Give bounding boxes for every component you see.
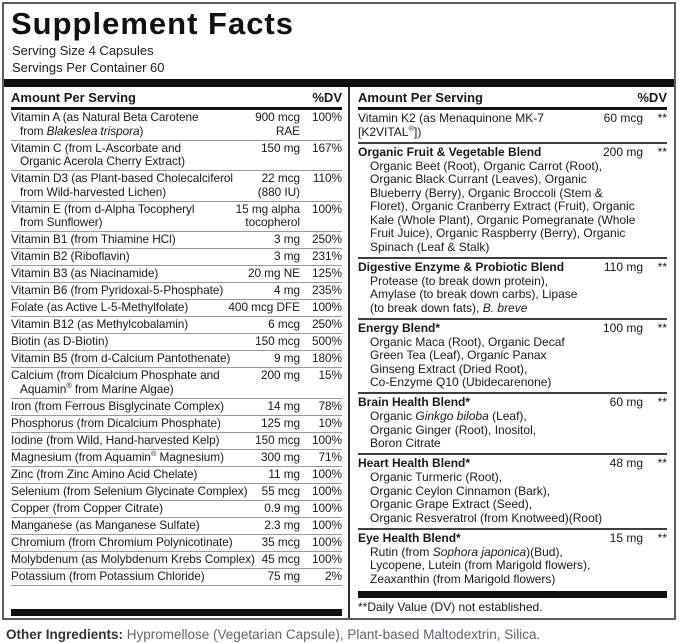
- nutrient-name: [11, 502, 261, 516]
- blend-ingredient-line: Organic Ginger (Root), Inositol,: [370, 422, 537, 437]
- nutrient-name-line: Vitamin B1 (from Thiamine HCl): [11, 232, 176, 246]
- nutrient-dv: 10%: [318, 415, 342, 430]
- nutrient-dv: 110%: [312, 171, 342, 185]
- nutrient-dv: 71%: [318, 449, 342, 464]
- nutrient-row: [11, 300, 342, 317]
- blend-name-line: Eye Health Blend*: [358, 530, 461, 545]
- blend-ingredient-line: Kale (Whole Plant), Organic Pomegranate (Whole: [370, 212, 636, 227]
- nutrient-dv: 100%: [312, 483, 342, 498]
- blend-ingredient-line: Co-Enzyme Q10 (Ubidecarenone): [370, 375, 552, 389]
- nutrient-name-line: Iodine (from Wild, Hand-harvested Kelp): [11, 432, 220, 447]
- nutrient-name-line: Vitamin B12 (as Methylcobalamin): [11, 317, 189, 331]
- nutrient-amount-line: 4 mg: [273, 283, 300, 297]
- nutrient-amount-line: 55 mcg: [261, 483, 300, 498]
- blend-ingredient-line: Boron Citrate: [370, 436, 441, 450]
- blend-row-top: [358, 261, 667, 275]
- nutrient-name: [11, 570, 264, 584]
- nutrient-name-line: Organic Acerola Cherry Extract): [20, 154, 185, 168]
- panel-title: Supplement Facts: [11, 6, 294, 41]
- blend-amount: 60 mcg: [603, 111, 643, 125]
- nutrient-amount-line: (880 IU): [257, 184, 300, 199]
- nutrient-name-line: Folate (as Active L-5-Methylfolate): [11, 300, 189, 314]
- right-column: [350, 87, 674, 618]
- blend-dv: **: [657, 530, 667, 545]
- blend-amount: 60 mg: [609, 395, 643, 409]
- nutrient-amount: [264, 519, 300, 533]
- blend-row-top: [358, 532, 667, 546]
- nutrient-dv: 500%: [312, 334, 342, 348]
- nutrient-amount: [258, 172, 300, 199]
- nutrient-amount-line: 20 mg NE: [247, 266, 300, 280]
- blend-ingredient-line: Floret), Organic Cranberry Extract (Fruit), Organic: [370, 199, 635, 213]
- nutrient-name: [11, 485, 259, 499]
- nutrient-row: [11, 317, 342, 334]
- nutrient-amount: [236, 203, 300, 230]
- nutrient-amount: [267, 400, 300, 414]
- blend-ingredient-line: Protease (to break down protein),: [370, 273, 549, 288]
- blend-dv: **: [657, 395, 667, 409]
- nutrient-amount: [262, 485, 300, 499]
- blend-name-line: Vitamin K2 (as Menaquinone MK-7: [358, 111, 544, 125]
- blend-row: [358, 394, 667, 455]
- blend-name: [358, 322, 599, 336]
- nutrient-row: [11, 569, 342, 586]
- nutrient-amount-line: RAE: [275, 123, 300, 138]
- blend-name: [358, 146, 599, 160]
- nutrient-name-line: Iron (from Ferrous Bisglycinate Complex): [11, 398, 225, 413]
- nutrient-dv: 100%: [312, 300, 342, 314]
- nutrient-row: [11, 501, 342, 518]
- nutrient-amount: [261, 417, 300, 431]
- blend-ingredients: [358, 274, 667, 315]
- blend-row: [358, 530, 667, 589]
- nutrient-amount-line: 45 mcg: [261, 551, 300, 566]
- left-column-header: [11, 87, 342, 107]
- blend-row: [358, 320, 667, 395]
- nutrient-dv: 2%: [325, 568, 342, 583]
- nutrient-amount-line: 400 mcg DFE: [228, 300, 300, 314]
- nutrient-dv: 100%: [312, 110, 342, 124]
- blend-row: [358, 110, 667, 144]
- nutrient-dv: 250%: [312, 317, 342, 331]
- nutrient-name: [11, 142, 258, 169]
- nutrient-name: [11, 233, 271, 247]
- nutrient-dv: 100%: [312, 500, 342, 515]
- nutrient-name: [11, 284, 271, 298]
- blend-ingredient-line: Amylase (to break down carbs), Lipase: [370, 287, 578, 301]
- serving-size-text: Serving Size 4 Capsules: [12, 43, 154, 58]
- nutrient-amount: [261, 369, 300, 383]
- nutrient-name-line: Phosphorus (from Dicalcium Phosphate): [11, 415, 221, 430]
- blend-dv: **: [657, 144, 667, 159]
- nutrient-amount: [274, 233, 300, 247]
- nutrient-name: [11, 369, 258, 396]
- other-ingredients-text: Hypromellose (Vegetarian Capsule), Plant-based Maltodextrin, Silica.: [123, 627, 541, 642]
- left-dv-header: %DV: [312, 90, 342, 105]
- nutrient-row: [11, 249, 342, 266]
- nutrient-row: [11, 433, 342, 450]
- blend-ingredient-line: Organic Maca (Root), Organic Decaf: [370, 334, 565, 349]
- nutrient-amount-line: 3 mg: [273, 232, 300, 246]
- nutrient-amount: [274, 352, 300, 366]
- nutrient-row: [11, 266, 342, 283]
- nutrient-amount-line: 150 mg: [260, 140, 300, 155]
- blend-ingredients: [358, 545, 667, 586]
- nutrient-name-line: Molybdenum (as Molybdenum Krebs Complex): [11, 551, 255, 566]
- nutrient-dv: 167%: [312, 140, 342, 155]
- nutrient-name-line: Vitamin B3 (as Niacinamide): [11, 266, 159, 280]
- nutrient-amount-line: 300 mg: [260, 449, 300, 464]
- nutrient-row: [11, 450, 342, 467]
- blend-ingredient-line: Organic Ceylon Cinnamon (Bark),: [370, 483, 551, 498]
- nutrient-dv: 100%: [312, 466, 342, 481]
- nutrient-name-line: Vitamin B5 (from d-Calcium Pantothenate): [11, 351, 231, 365]
- nutrient-amount-line: 900 mcg: [255, 110, 300, 124]
- blend-row-top: [358, 322, 667, 336]
- nutrient-name-line: Chromium (from Chromium Polynicotinate): [11, 534, 233, 549]
- right-column-header: [358, 87, 667, 107]
- nutrient-name: [11, 468, 265, 482]
- blend-row: [358, 455, 667, 530]
- blend-ingredient-line: Organic Grape Extract (Seed),: [370, 497, 533, 511]
- nutrient-amount-line: 125 mg: [260, 415, 300, 430]
- blend-ingredient-line: Blueberry (Berry), Organic Broccoli (Stem &: [370, 185, 603, 200]
- blend-dv: **: [657, 111, 667, 125]
- blend-name: [358, 112, 600, 139]
- blend-ingredients: [358, 335, 667, 390]
- nutrient-name: [11, 519, 261, 533]
- nutrient-amount-line: 200 mg: [260, 368, 300, 382]
- nutrient-name: [11, 352, 271, 366]
- blend-name: [358, 261, 600, 275]
- blend-name-line: Digestive Enzyme & Probiotic Blend: [358, 259, 565, 274]
- nutrient-dv: 100%: [312, 517, 342, 532]
- nutrient-amount-line: 150 mcg: [255, 432, 300, 447]
- nutrient-amount-line: 0.9 mg: [264, 500, 300, 515]
- nutrient-amount-line: 11 mg: [268, 466, 300, 481]
- nutrient-name-line: Selenium (from Selenium Glycinate Complex): [11, 483, 248, 498]
- nutrient-name-line: Vitamin B6 (from Pyridoxal-5-Phosphate): [11, 283, 224, 297]
- nutrient-amount: [268, 468, 300, 482]
- nutrient-name: [11, 400, 264, 414]
- blend-dv: **: [657, 320, 667, 335]
- nutrient-amount: [228, 301, 300, 315]
- blend-name-line: Energy Blend*: [358, 320, 441, 335]
- nutrient-row: [11, 552, 342, 569]
- blend-ingredient-line: Spinach (Leaf & Stalk): [370, 239, 490, 254]
- nutrient-amount: [255, 335, 300, 349]
- supplement-facts-panel: [2, 2, 676, 620]
- nutrient-name-line: from Wild-harvested Lichen): [20, 184, 167, 199]
- nutrient-name-line: from Sunflower): [20, 215, 103, 229]
- nutrient-amount-line: 22 mcg: [261, 171, 300, 185]
- blend-ingredient-line: (to break down fats), B. breve: [370, 300, 528, 315]
- nutrient-row: [11, 334, 342, 351]
- top-divider-bar: [4, 79, 674, 87]
- nutrient-amount-line: 3 mg: [273, 249, 300, 263]
- blend-amount: 48 mg: [609, 456, 643, 470]
- blend-name-line: Heart Health Blend*: [358, 456, 471, 470]
- nutrient-amount-line: 35 mcg: [261, 534, 300, 549]
- nutrient-dv: 235%: [312, 283, 342, 297]
- nutrient-name-line: Vitamin E (from d-Alpha Tocopheryl: [11, 201, 195, 216]
- blend-ingredient-line: Organic Turmeric (Root),: [370, 470, 503, 484]
- right-footer-block: [358, 589, 667, 617]
- nutrient-name-line: Zinc (from Zinc Amino Acid Chelate): [11, 466, 198, 481]
- blend-ingredients: [358, 471, 667, 526]
- nutrient-name: [11, 335, 252, 349]
- other-ingredients-label: Other Ingredients:: [6, 627, 124, 642]
- nutrient-name-line: Vitamin D3 (as Plant-based Cholecalciferol: [11, 171, 233, 185]
- nutrient-name: [11, 318, 265, 332]
- nutrient-name-line: Biotin (as D-Biotin): [11, 334, 109, 348]
- blend-ingredient-line: Rutin (from Sophora japonica)(Bud),: [370, 544, 563, 559]
- nutrient-name-line: Potassium (from Potassium Chloride): [11, 568, 205, 583]
- nutrient-dv: 78%: [318, 398, 342, 413]
- nutrient-name: [11, 417, 258, 431]
- nutrient-amount-line: 2.3 mg: [264, 517, 300, 532]
- blend-dv: **: [657, 259, 667, 274]
- other-ingredients: [6, 627, 679, 643]
- nutrient-name-line: Vitamin B2 (Riboflavin): [11, 249, 130, 263]
- blend-name-line: [K2VITAL®]): [358, 123, 422, 139]
- nutrient-amount: [268, 318, 300, 332]
- nutrient-dv: 231%: [312, 249, 342, 263]
- nutrient-amount: [264, 502, 300, 516]
- nutrient-row: [11, 351, 342, 368]
- nutrient-amount-line: tocopherol: [245, 215, 300, 229]
- left-bottom-bar: [11, 609, 342, 616]
- nutrient-amount: [261, 142, 300, 156]
- servings-per-container-text: Servings Per Container 60: [12, 60, 165, 75]
- blend-name-line: Organic Fruit & Vegetable Blend: [358, 144, 542, 159]
- nutrient-rows: [11, 110, 342, 586]
- nutrient-name: [11, 111, 252, 138]
- nutrient-amount: [255, 111, 300, 138]
- nutrient-dv: 125%: [312, 266, 342, 280]
- right-dv-header: %DV: [637, 90, 667, 105]
- facts-columns: [4, 87, 674, 618]
- nutrient-dv: 100%: [312, 534, 342, 549]
- blend-row-top: [358, 396, 667, 410]
- blend-ingredient-line: Fruit Juice), Organic Raspberry (Berry), Organic: [370, 226, 626, 240]
- blend-ingredient-line: Ginseng Extract (Dried Root),: [370, 361, 528, 376]
- nutrient-amount-line: 6 mcg: [268, 317, 300, 331]
- blend-ingredient-line: Organic Beet (Root), Organic Carrot (Root),: [370, 158, 603, 173]
- nutrient-row: [11, 484, 342, 501]
- blend-row-top: [358, 457, 667, 471]
- blend-amount: 110 mg: [603, 259, 643, 274]
- nutrient-row: [11, 399, 342, 416]
- nutrient-row: [11, 110, 342, 141]
- nutrient-amount: [248, 267, 300, 281]
- nutrient-name: [11, 434, 252, 448]
- blend-name-line: Brain Health Blend*: [358, 395, 471, 409]
- nutrient-name: [11, 301, 225, 315]
- blend-row-top: [358, 146, 667, 160]
- nutrient-amount-line: 9 mg: [273, 351, 300, 365]
- nutrient-row: [11, 518, 342, 535]
- right-bottom-bar: [358, 591, 667, 598]
- nutrient-row: [11, 141, 342, 172]
- nutrient-dv: 15%: [318, 368, 342, 382]
- nutrient-row: [11, 416, 342, 433]
- nutrient-amount-line: 15 mg alpha: [235, 201, 300, 216]
- blend-amount: 15 mg: [609, 530, 643, 545]
- nutrient-row: [11, 171, 342, 202]
- nutrient-row: [11, 368, 342, 399]
- nutrient-name-line: Aquamin® from Marine Algae): [20, 380, 174, 396]
- nutrient-name: [11, 553, 259, 567]
- nutrient-name-line: Magnesium (from Aquamin® Magnesium): [11, 448, 224, 464]
- nutrient-dv: 180%: [312, 351, 342, 365]
- blend-ingredients: [358, 410, 667, 451]
- nutrient-name: [11, 172, 255, 199]
- daily-value-footnote: **Daily Value (DV) not established.: [358, 600, 543, 614]
- nutrient-name-line: Calcium (from Dicalcium Phosphate and: [11, 368, 220, 382]
- nutrient-row: [11, 202, 342, 233]
- blend-dv: **: [657, 456, 667, 470]
- nutrient-amount-line: 150 mcg: [255, 334, 300, 348]
- nutrient-row: [11, 232, 342, 249]
- blend-ingredient-line: Green Tea (Leaf), Organic Panax: [370, 348, 547, 362]
- nutrient-name-line: Vitamin C (from L-Ascorbate and: [11, 140, 182, 155]
- nutrient-amount: [274, 284, 300, 298]
- blend-name: [358, 532, 606, 546]
- blend-rows: [358, 110, 667, 589]
- nutrient-name: [11, 250, 271, 264]
- blend-ingredient-line: Organic Black Currant (Leaves), Organic: [370, 172, 587, 186]
- nutrient-amount: [262, 553, 300, 567]
- nutrient-name-line: Copper (from Copper Citrate): [11, 500, 164, 515]
- blend-ingredient-line: Zeaxanthin (from Marigold flowers): [370, 571, 556, 586]
- left-column: [4, 87, 348, 618]
- nutrient-dv: 100%: [312, 551, 342, 566]
- blend-name: [358, 396, 606, 410]
- blend-ingredient-line: Organic Resveratrol (from Knotweed)(Root): [370, 510, 603, 525]
- nutrient-name: [11, 267, 245, 281]
- blend-amount: 100 mg: [602, 320, 643, 335]
- blend-ingredients: [358, 159, 667, 254]
- blend-ingredient-line: Lycopene, Lutein (from Marigold flowers),: [370, 558, 591, 572]
- right-amount-per-serving-header: Amount Per Serving: [358, 90, 483, 105]
- nutrient-name-line: Vitamin A (as Natural Beta Carotene: [11, 110, 199, 124]
- nutrient-dv: 100%: [312, 432, 342, 447]
- blend-name: [358, 457, 606, 471]
- blend-row-top: [358, 112, 667, 139]
- nutrient-dv: 250%: [312, 232, 342, 246]
- blend-row: [358, 259, 667, 320]
- nutrient-name-line: from Blakeslea trispora): [20, 123, 144, 138]
- nutrient-amount: [261, 451, 300, 465]
- nutrient-name: [11, 536, 259, 550]
- nutrient-amount: [274, 250, 300, 264]
- nutrient-row: [11, 283, 342, 300]
- blend-ingredient-line: Organic Ginkgo biloba (Leaf),: [370, 409, 527, 423]
- nutrient-name-line: Manganese (as Manganese Sulfate): [11, 517, 200, 532]
- blend-row: [358, 144, 667, 259]
- blend-amount: 200 mg: [602, 144, 643, 159]
- nutrient-amount-line: 14 mg: [267, 398, 300, 413]
- nutrient-amount: [255, 434, 300, 448]
- nutrient-row: [11, 467, 342, 484]
- nutrient-name: [11, 448, 258, 465]
- nutrient-amount: [267, 570, 300, 584]
- nutrient-row: [11, 535, 342, 552]
- nutrient-name: [11, 203, 233, 230]
- nutrient-amount-line: 75 mg: [267, 568, 300, 583]
- nutrient-dv: 100%: [312, 201, 342, 216]
- nutrient-amount: [262, 536, 300, 550]
- left-amount-per-serving-header: Amount Per Serving: [11, 90, 136, 105]
